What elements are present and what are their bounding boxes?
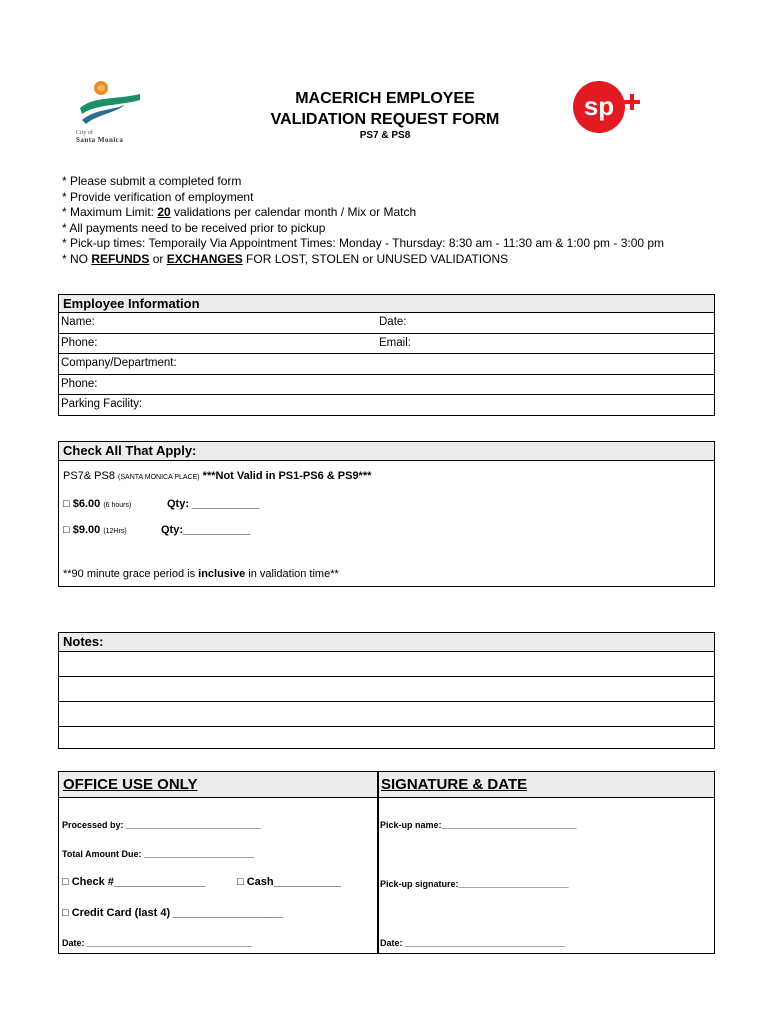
name-row[interactable] [59, 313, 714, 334]
pickup-name-field[interactable]: Pick-up name:___________________________ [380, 820, 577, 830]
instructions-list [62, 174, 664, 267]
duration-6-hours: (6 hours) [103, 502, 132, 509]
email-field[interactable]: Email: [379, 336, 411, 349]
notes-line-4[interactable] [59, 727, 714, 751]
price-12-hours: $9.00 [72, 524, 101, 536]
processed-by-field[interactable]: Processed by: ___________________________ [62, 820, 262, 830]
check-number-field[interactable]: □ Check #_______________ [62, 876, 206, 888]
office-use-header: OFFICE USE ONLY [63, 776, 198, 793]
employee-information-section [58, 294, 715, 416]
signature-date-field[interactable]: Date: ________________________________ [380, 938, 566, 948]
form-subtitle: PS7 & PS8 [359, 130, 411, 141]
parking-facility-field[interactable]: Parking Facility: [61, 398, 143, 410]
city-line2: Santa Monica [76, 136, 124, 144]
sp-plus-logo [572, 80, 648, 136]
option-12-hours[interactable] [63, 524, 127, 536]
sp-logo-text: sp [583, 91, 615, 121]
date-field[interactable]: Date: [379, 316, 407, 328]
rule-1: * Please submit a completed form [62, 174, 242, 188]
ps-note: ***Not Valid in PS1-PS6 & PS9*** [202, 470, 372, 482]
checkbox-12-hours[interactable]: □ [63, 524, 70, 536]
office-divider [377, 772, 379, 953]
credit-card-field[interactable]: □ Credit Card (last 4) __________________ [62, 907, 284, 919]
title-line2: VALIDATION REQUEST FORM [270, 111, 500, 128]
rule-6-mid: or [149, 251, 167, 266]
grace-pre: **90 minute grace period is [63, 568, 199, 580]
phone-field[interactable]: Phone: [61, 336, 98, 349]
notes-header: Notes: [59, 633, 714, 652]
total-due-field[interactable]: Total Amount Due: ______________________ [62, 849, 255, 859]
ps-line [63, 470, 371, 482]
notes-section [58, 632, 715, 749]
rule-3 [62, 205, 664, 221]
grace-period-note [63, 568, 339, 580]
rule-6-pre: * NO [62, 251, 92, 266]
title-line1: MACERICH EMPLOYEE [295, 90, 475, 107]
notes-line-1[interactable] [59, 652, 714, 677]
form-title [0, 88, 770, 130]
name-field[interactable]: Name: [61, 316, 95, 328]
city-line1: City of [76, 130, 93, 136]
grace-post: in validation time** [245, 568, 339, 580]
notes-line-2[interactable] [59, 677, 714, 702]
rule-6-refunds: REFUNDS [91, 251, 150, 266]
check-header: Check All That Apply: [59, 442, 714, 461]
rule-6-exchanges: EXCHANGES [166, 251, 243, 266]
employee-header: Employee Information [59, 295, 714, 313]
price-6-hours: $6.00 [72, 498, 101, 510]
rule-6 [62, 252, 664, 268]
notes-line-3[interactable] [59, 702, 714, 727]
qty-6-hours[interactable]: Qty: ___________ [167, 498, 260, 510]
ps-place: (SANTA MONICA PLACE) [118, 474, 200, 481]
rule-2: * Provide verification of employment [62, 189, 254, 204]
office-use-section [58, 771, 715, 954]
grace-bold: inclusive [198, 568, 246, 580]
check-all-section [58, 441, 715, 587]
cash-field[interactable]: □ Cash___________ [237, 876, 341, 888]
rule-3-post: validations per calendar month / Mix or Match [170, 205, 417, 219]
phone2-field[interactable]: Phone: [59, 375, 714, 396]
qty-12-hours[interactable]: Qty:___________ [161, 524, 251, 536]
phone-row[interactable] [59, 334, 714, 355]
checkbox-6-hours[interactable]: □ [63, 498, 70, 510]
pickup-signature-field[interactable]: Pick-up signature:______________________ [380, 879, 569, 889]
duration-12-hours: (12Hrs) [103, 528, 127, 535]
sp-plus-logo-icon [572, 80, 648, 136]
signature-date-header: SIGNATURE & DATE [381, 776, 528, 793]
rule-6-post: FOR LOST, STOLEN or UNUSED VALIDATIONS [242, 251, 509, 266]
company-department-field[interactable]: Company/Department: [59, 354, 714, 375]
option-6-hours[interactable] [63, 498, 131, 510]
rule-5: * Pick-up times: Temporaily Via Appointment Times: Monday - Thursday: 8:30 am - 11:30 am & 1:00 pm - 3:00 pm [62, 236, 665, 250]
rule-3-pre: * Maximum Limit: [62, 205, 158, 219]
rule-3-limit: 20 [157, 205, 171, 219]
rule-4: * All payments need to be received prior to pickup [62, 220, 326, 235]
office-date-field[interactable]: Date: _________________________________ [62, 938, 253, 948]
ps-label: PS7& PS8 [63, 470, 115, 482]
